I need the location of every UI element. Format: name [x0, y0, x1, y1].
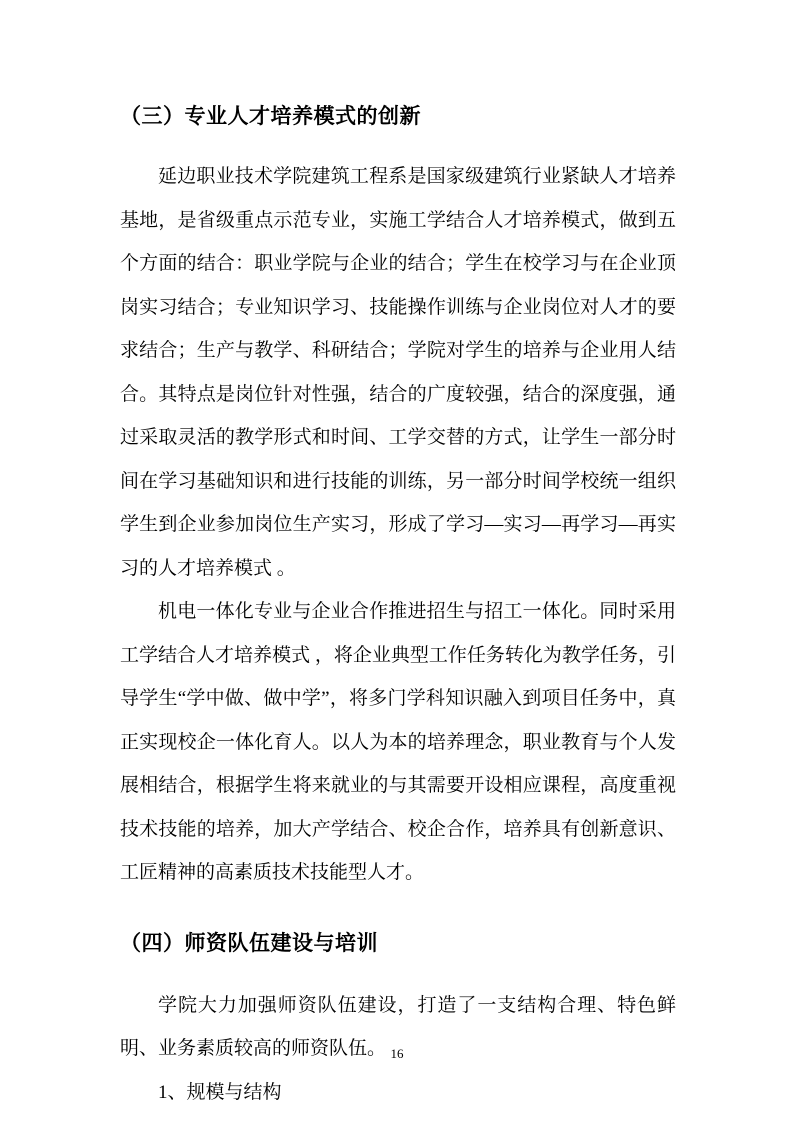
- body-paragraph-1: 延边职业技术学院建筑工程系是国家级建筑行业紧缺人才培养基地，是省级重点示范专业，实施工学结合人才培养模式，做到五个方面的结合：职业学院与企业的结合；学生在校学习与在企业顶岗实习结合；专业知识学习、技能操作训练与企业岗位对人才的要求结合；生产与教学、科研结合；学院对学生的培养与企业用人结合。其特点是岗位针对性强，结合的广度较强，结合的深度强，通过采取灵活的教学形式和时间、工学交替的方式，让学生一部分时间在学习基础知识和进行技能的训练，另一部分时间学校统一组织学生到企业参加岗位生产实习，形成了学习—实习—再学习—再实习的人才培养模式 。: [120, 166, 676, 579]
- page-footer: [0, 1045, 794, 1063]
- body-paragraph-3: 学院大力加强师资队伍建设，打造了一支结构合理、特色鲜明、业务素质较高的师资队伍。: [120, 994, 676, 1059]
- section-heading-3: （三）专业人才培养模式的创新: [120, 105, 421, 128]
- numbered-subheading: 1、规模与结构: [158, 1081, 282, 1103]
- body-paragraph-2: 机电一体化专业与企业合作推进招生与招工一体化。同时采用工学结合人才培养模式 ，将企业典型工作任务转化为教学任务，引导学生“学中做、做中学”，将多门学科知识融入到项目任务中，真正实现校企一体化育人。以人为本的培养理念，职业教育与个人发展相结合，根据学生将来就业的与其需要开设相应课程，高度重视技术技能的培养，加大产学结合、校企合作，培养具有创新意识、工匠精神的高素质技术技能型人才。: [120, 601, 676, 883]
- document-content: [120, 95, 676, 1114]
- section-heading-4: （四）师资队伍建设与培训: [120, 931, 378, 955]
- page-number: 16: [390, 1046, 404, 1061]
